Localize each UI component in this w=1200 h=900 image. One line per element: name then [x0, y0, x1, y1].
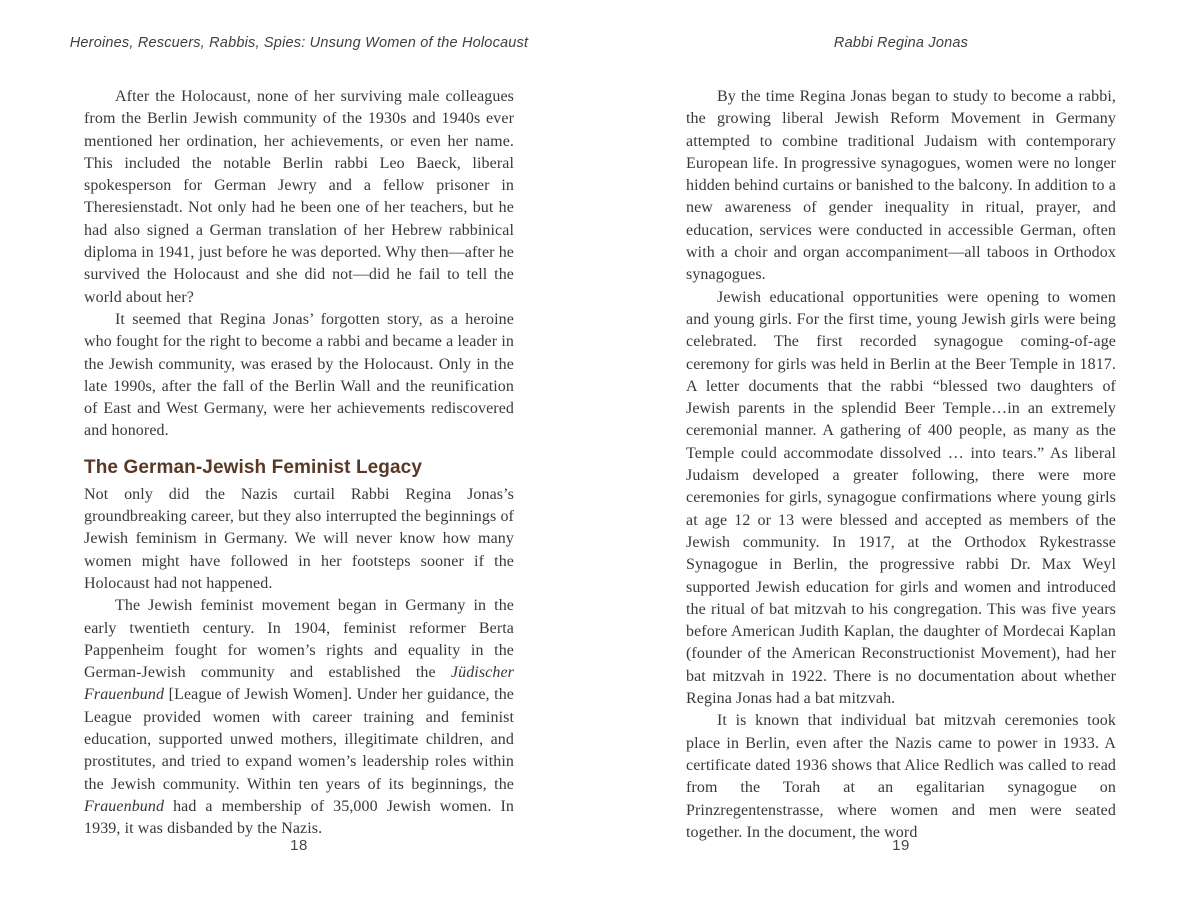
- paragraph: [686, 287, 1116, 711]
- text-run: [League of Jewish Women]. Under her guidance, the League provided women with career training and feminist education, supported unwed mothers, illegitimate children, and prostitutes, and tried to expand women’s leadership roles within the Jewish community. Within ten years of its beginnings, the: [84, 686, 514, 793]
- italic-text-run: Frauenbund: [84, 797, 165, 815]
- page-content-right: [686, 86, 1116, 844]
- section-heading: The German-Jewish Feminist Legacy: [84, 456, 423, 478]
- paragraph: [84, 595, 514, 840]
- italic-text-run: Jüdischer Frauenbund: [84, 664, 514, 704]
- page-number-left: 18: [290, 837, 308, 854]
- paragraph: [84, 309, 514, 443]
- paragraph: [686, 710, 1116, 844]
- text-run: The Jewish feminist movement began in Germany in the early twentieth century. In 1904, feminist reformer Berta Pappenheim fought for women’s rights and equality in the German-Jewish community and established the: [84, 597, 514, 682]
- paragraph: [84, 86, 514, 309]
- page-right: [686, 0, 1116, 900]
- running-header-left: Heroines, Rescuers, Rabbis, Spies: Unsung Women of the Holocaust: [69, 35, 529, 51]
- text-run: After the Holocaust, none of her surviving male colleagues from the Berlin Jewish community of the 1930s and 1940s ever mentioned her ordination, her achievements, or even her name. This included the notable Berlin rabbi Leo Baeck, liberal spokesperson for German Jewry and a fellow prisoner in Theresienstadt. Not only had he been one of her teachers, but he had also signed a German translation of her Hebrew rabbinical diploma in 1941, just before he was deported. Why then—after he survived the Holocaust and she did not—did he fail to tell the world about her?: [84, 88, 514, 306]
- page-number-right: 19: [892, 837, 910, 854]
- paragraph: [84, 484, 514, 595]
- page-content-left: [84, 86, 514, 841]
- running-header-right: Rabbi Regina Jonas: [833, 35, 969, 51]
- text-run: Not only did the Nazis curtail Rabbi Regina Jonas’s groundbreaking career, but they also interrupted the beginnings of Jewish feminism in Germany. We will never know how many women might have followed in her footsteps sooner if the Holocaust had not happened.: [84, 485, 514, 592]
- text-run: Jewish educational opportunities were opening to women and young girls. For the first time, young Jewish girls were being celebrated. The first recorded synagogue coming-of-age ceremony for girls was held in Berlin at the Beer Temple in 1817. A letter documents that the rabbi “blessed two daughters of Jewish parents in the splendid Beer Temple…in an extremely ceremonial manner. A gathering of 400 people, as many as the Temple could accommodate dissolved … into tears.” As liberal Judaism developed a greater following, there were more ceremonies for girls, synagogue confirmations where young girls at age 12 or 13 were blessed and accepted as members of the Jewish community. In 1917, at the Orthodox Rykestrasse Synagogue in Berlin, the progressive rabbi Dr. Max Weyl supported Jewish education for girls and women and introduced the ritual of bat mitzvah to his congregation. This was five years before American Judith Kaplan, the daughter of Mordecai Kaplan (founder of the American Reconstructionist Movement), had her bat mitzvah in 1922. There is no documentation about whether Regina Jonas had a bat mitzvah.: [686, 288, 1116, 708]
- paragraph: [686, 86, 1116, 287]
- page-left: [69, 0, 529, 900]
- text-run: It seemed that Regina Jonas’ forgotten story, as a heroine who fought for the right to become a rabbi and became a leader in the Jewish community, was erased by the Holocaust. Only in the late 1990s, after the fall of the Berlin Wall and the reunification of East and West Germany, were her achievements rediscovered and honored.: [84, 310, 514, 440]
- text-run: had a membership of 35,000 Jewish women. In 1939, it was disbanded by the Nazis.: [84, 797, 514, 838]
- text-run: It is known that individual bat mitzvah ceremonies took place in Berlin, even after the Nazis came to power in 1933. A certificate dated 1936 shows that Alice Redlich was called to read from the Torah at an egalitarian synagogue on Prinzregentenstrasse, where women and men were seated together. In the document, the word: [686, 712, 1116, 841]
- text-run: By the time Regina Jonas began to study to become a rabbi, the growing liberal Jewish Reform Movement in Germany attempted to combine traditional Judaism with contemporary European life. In progressive synagogues, women were no longer hidden behind curtains or banished to the balcony. In addition to a new awareness of gender inequality in ritual, prayer, and education, services were conducted in accessible German, often with a choir and organ accompaniment—all taboos in Orthodox synagogues.: [686, 88, 1116, 284]
